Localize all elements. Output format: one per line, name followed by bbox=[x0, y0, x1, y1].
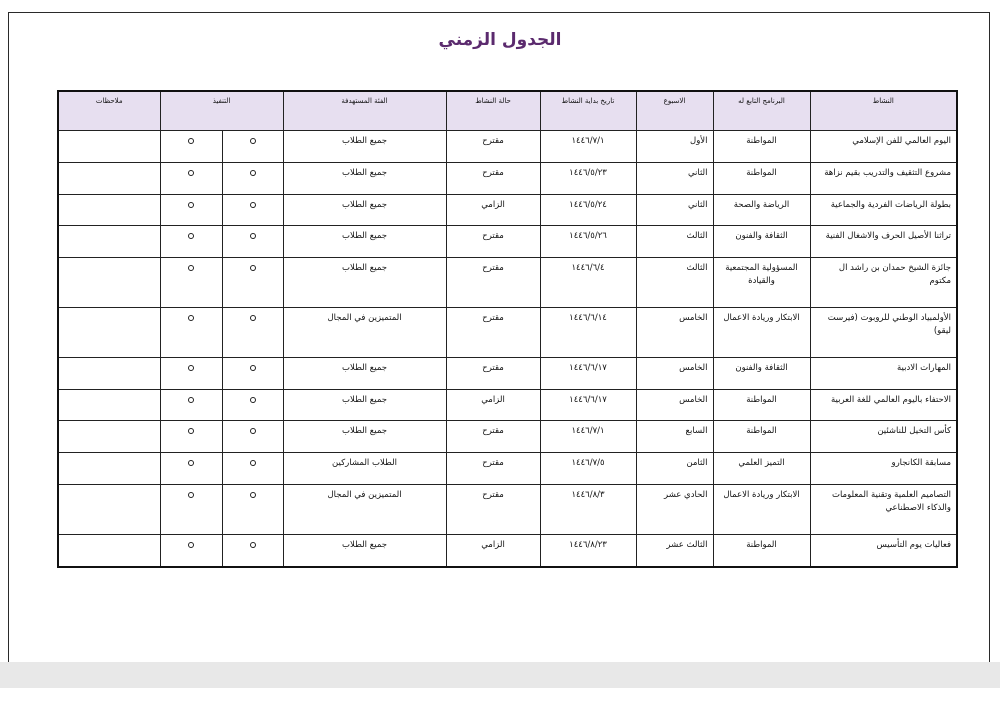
activity-cell: الاحتفاء باليوم العالمي للغة العربية bbox=[810, 389, 957, 421]
activity-cell: بطولة الرياضات الفردية والجماعية bbox=[810, 194, 957, 226]
start-date-cell: ١٤٤٦/٥/٢٦ bbox=[540, 226, 636, 258]
circle-icon bbox=[188, 138, 194, 144]
target-cell: المتميزين في المجال bbox=[283, 307, 446, 357]
status-cell: الزامي bbox=[446, 534, 540, 567]
table-row bbox=[58, 194, 957, 226]
notes-cell bbox=[58, 258, 160, 308]
status-cell: مقترح bbox=[446, 421, 540, 453]
week-cell: الحادي عشر bbox=[636, 484, 713, 534]
execution-cell bbox=[222, 453, 283, 485]
header-execution: التنفيذ bbox=[160, 91, 283, 131]
header-target: الفئة المستهدفة bbox=[283, 91, 446, 131]
status-cell: مقترح bbox=[446, 453, 540, 485]
status-cell: الزامي bbox=[446, 389, 540, 421]
execution-cell bbox=[160, 421, 222, 453]
activity-cell: مسابقة الكانجارو bbox=[810, 453, 957, 485]
execution-cell bbox=[160, 357, 222, 389]
circle-icon bbox=[250, 170, 256, 176]
program-cell: الثقافة والفنون bbox=[713, 226, 810, 258]
activity-cell: التصاميم العلمية وتقنية المعلومات والذكاء الاصطناعي bbox=[810, 484, 957, 534]
circle-icon bbox=[188, 397, 194, 403]
circle-icon bbox=[250, 138, 256, 144]
start-date-cell: ١٤٤٦/٨/٢٣ bbox=[540, 534, 636, 567]
execution-cell bbox=[160, 307, 222, 357]
target-cell: جميع الطلاب bbox=[283, 258, 446, 308]
start-date-cell: ١٤٤٦/٧/٥ bbox=[540, 453, 636, 485]
start-date-cell: ١٤٤٦/٧/١ bbox=[540, 421, 636, 453]
execution-cell bbox=[160, 484, 222, 534]
circle-icon bbox=[188, 542, 194, 548]
execution-cell bbox=[222, 357, 283, 389]
week-cell: الخامس bbox=[636, 389, 713, 421]
circle-icon bbox=[188, 265, 194, 271]
notes-cell bbox=[58, 131, 160, 163]
target-cell: جميع الطلاب bbox=[283, 194, 446, 226]
execution-cell bbox=[222, 258, 283, 308]
circle-icon bbox=[188, 428, 194, 434]
circle-icon bbox=[188, 365, 194, 371]
week-cell: الثالث bbox=[636, 226, 713, 258]
start-date-cell: ١٤٤٦/٧/١ bbox=[540, 131, 636, 163]
header-status: حالة النشاط bbox=[446, 91, 540, 131]
activity-cell: اليوم العالمي للفن الإسلامي bbox=[810, 131, 957, 163]
program-cell: المواطنة bbox=[713, 421, 810, 453]
week-cell: الثاني bbox=[636, 194, 713, 226]
notes-cell bbox=[58, 162, 160, 194]
target-cell: جميع الطلاب bbox=[283, 421, 446, 453]
status-cell: مقترح bbox=[446, 226, 540, 258]
start-date-cell: ١٤٤٦/٦/١٧ bbox=[540, 389, 636, 421]
circle-icon bbox=[250, 397, 256, 403]
status-cell: مقترح bbox=[446, 258, 540, 308]
circle-icon bbox=[250, 315, 256, 321]
week-cell: الأول bbox=[636, 131, 713, 163]
execution-cell bbox=[160, 389, 222, 421]
week-cell: الخامس bbox=[636, 307, 713, 357]
start-date-cell: ١٤٤٦/٥/٢٤ bbox=[540, 194, 636, 226]
circle-icon bbox=[188, 202, 194, 208]
program-cell: الابتكار وريادة الاعمال bbox=[713, 484, 810, 534]
circle-icon bbox=[250, 542, 256, 548]
table-row bbox=[58, 307, 957, 357]
execution-cell bbox=[222, 484, 283, 534]
table-row bbox=[58, 357, 957, 389]
start-date-cell: ١٤٤٦/٦/١٧ bbox=[540, 357, 636, 389]
execution-cell bbox=[160, 258, 222, 308]
week-cell: الثالث عشر bbox=[636, 534, 713, 567]
target-cell: جميع الطلاب bbox=[283, 534, 446, 567]
status-cell: الزامي bbox=[446, 194, 540, 226]
target-cell: جميع الطلاب bbox=[283, 389, 446, 421]
table-header-row bbox=[58, 91, 957, 131]
execution-cell bbox=[222, 534, 283, 567]
start-date-cell: ١٤٤٦/٦/٤ bbox=[540, 258, 636, 308]
start-date-cell: ١٤٤٦/٥/٢٣ bbox=[540, 162, 636, 194]
execution-cell bbox=[222, 389, 283, 421]
notes-cell bbox=[58, 357, 160, 389]
table-row bbox=[58, 534, 957, 567]
execution-cell bbox=[160, 226, 222, 258]
program-cell: المواطنة bbox=[713, 131, 810, 163]
activity-cell: الأولمبياد الوطني للروبوت (فيرست ليقو) bbox=[810, 307, 957, 357]
execution-cell bbox=[160, 194, 222, 226]
target-cell: جميع الطلاب bbox=[283, 162, 446, 194]
program-cell: التميز العلمي bbox=[713, 453, 810, 485]
program-cell: المسؤولية المجتمعية والقيادة bbox=[713, 258, 810, 308]
circle-icon bbox=[250, 365, 256, 371]
execution-cell bbox=[160, 131, 222, 163]
execution-cell bbox=[222, 421, 283, 453]
bottom-toolbar-band bbox=[0, 662, 1000, 688]
program-cell: المواطنة bbox=[713, 534, 810, 567]
activity-cell: المهارات الادبية bbox=[810, 357, 957, 389]
notes-cell bbox=[58, 194, 160, 226]
notes-cell bbox=[58, 453, 160, 485]
execution-cell bbox=[222, 307, 283, 357]
header-notes: ملاحظات bbox=[58, 91, 160, 131]
target-cell: جميع الطلاب bbox=[283, 226, 446, 258]
table-row bbox=[58, 453, 957, 485]
circle-icon bbox=[188, 233, 194, 239]
circle-icon bbox=[250, 428, 256, 434]
notes-cell bbox=[58, 389, 160, 421]
program-cell: الرياضة والصحة bbox=[713, 194, 810, 226]
notes-cell bbox=[58, 421, 160, 453]
circle-icon bbox=[188, 492, 194, 498]
activity-cell: كأس التخيل للناشئين bbox=[810, 421, 957, 453]
activity-cell: تراثنا الأصيل الحرف والاشغال الفنية bbox=[810, 226, 957, 258]
notes-cell bbox=[58, 226, 160, 258]
table-row bbox=[58, 389, 957, 421]
target-cell: الطلاب المشاركين bbox=[283, 453, 446, 485]
status-cell: مقترح bbox=[446, 357, 540, 389]
start-date-cell: ١٤٤٦/٨/٣ bbox=[540, 484, 636, 534]
notes-cell bbox=[58, 307, 160, 357]
status-cell: مقترح bbox=[446, 307, 540, 357]
status-cell: مقترح bbox=[446, 162, 540, 194]
start-date-cell: ١٤٤٦/٦/١٤ bbox=[540, 307, 636, 357]
circle-icon bbox=[188, 315, 194, 321]
program-cell: الثقافة والفنون bbox=[713, 357, 810, 389]
week-cell: الثالث bbox=[636, 258, 713, 308]
circle-icon bbox=[250, 492, 256, 498]
target-cell: المتميزين في المجال bbox=[283, 484, 446, 534]
status-cell: مقترح bbox=[446, 131, 540, 163]
circle-icon bbox=[250, 460, 256, 466]
execution-cell bbox=[160, 453, 222, 485]
circle-icon bbox=[188, 170, 194, 176]
execution-cell bbox=[222, 131, 283, 163]
circle-icon bbox=[250, 202, 256, 208]
notes-cell bbox=[58, 534, 160, 567]
week-cell: السابع bbox=[636, 421, 713, 453]
notes-cell bbox=[58, 484, 160, 534]
circle-icon bbox=[250, 233, 256, 239]
circle-icon bbox=[188, 460, 194, 466]
page-title: الجدول الزمني bbox=[438, 30, 562, 50]
table-row bbox=[58, 226, 957, 258]
week-cell: الخامس bbox=[636, 357, 713, 389]
activity-cell: مشروع التثقيف والتدريب بقيم نزاهة bbox=[810, 162, 957, 194]
week-cell: الثاني bbox=[636, 162, 713, 194]
week-cell: الثامن bbox=[636, 453, 713, 485]
execution-cell bbox=[222, 194, 283, 226]
status-cell: مقترح bbox=[446, 484, 540, 534]
activity-cell: فعاليات يوم التأسيس bbox=[810, 534, 957, 567]
program-cell: المواطنة bbox=[713, 389, 810, 421]
table-row bbox=[58, 162, 957, 194]
schedule-table bbox=[57, 90, 958, 568]
target-cell: جميع الطلاب bbox=[283, 131, 446, 163]
activity-cell: جائزة الشيخ حمدان بن راشد ال مكتوم bbox=[810, 258, 957, 308]
table-row bbox=[58, 421, 957, 453]
target-cell: جميع الطلاب bbox=[283, 357, 446, 389]
program-cell: المواطنة bbox=[713, 162, 810, 194]
execution-cell bbox=[160, 162, 222, 194]
bottom-strip bbox=[0, 688, 1000, 702]
execution-cell bbox=[222, 226, 283, 258]
program-cell: الابتكار وريادة الاعمال bbox=[713, 307, 810, 357]
circle-icon bbox=[250, 265, 256, 271]
table-row bbox=[58, 131, 957, 163]
table-row bbox=[58, 258, 957, 308]
header-program: البرنامج التابع له bbox=[713, 91, 810, 131]
header-start-date: تاريخ بداية النشاط bbox=[540, 91, 636, 131]
header-week: الاسبوع bbox=[636, 91, 713, 131]
table-row bbox=[58, 484, 957, 534]
execution-cell bbox=[222, 162, 283, 194]
header-activity: النشاط bbox=[810, 91, 957, 131]
execution-cell bbox=[160, 534, 222, 567]
